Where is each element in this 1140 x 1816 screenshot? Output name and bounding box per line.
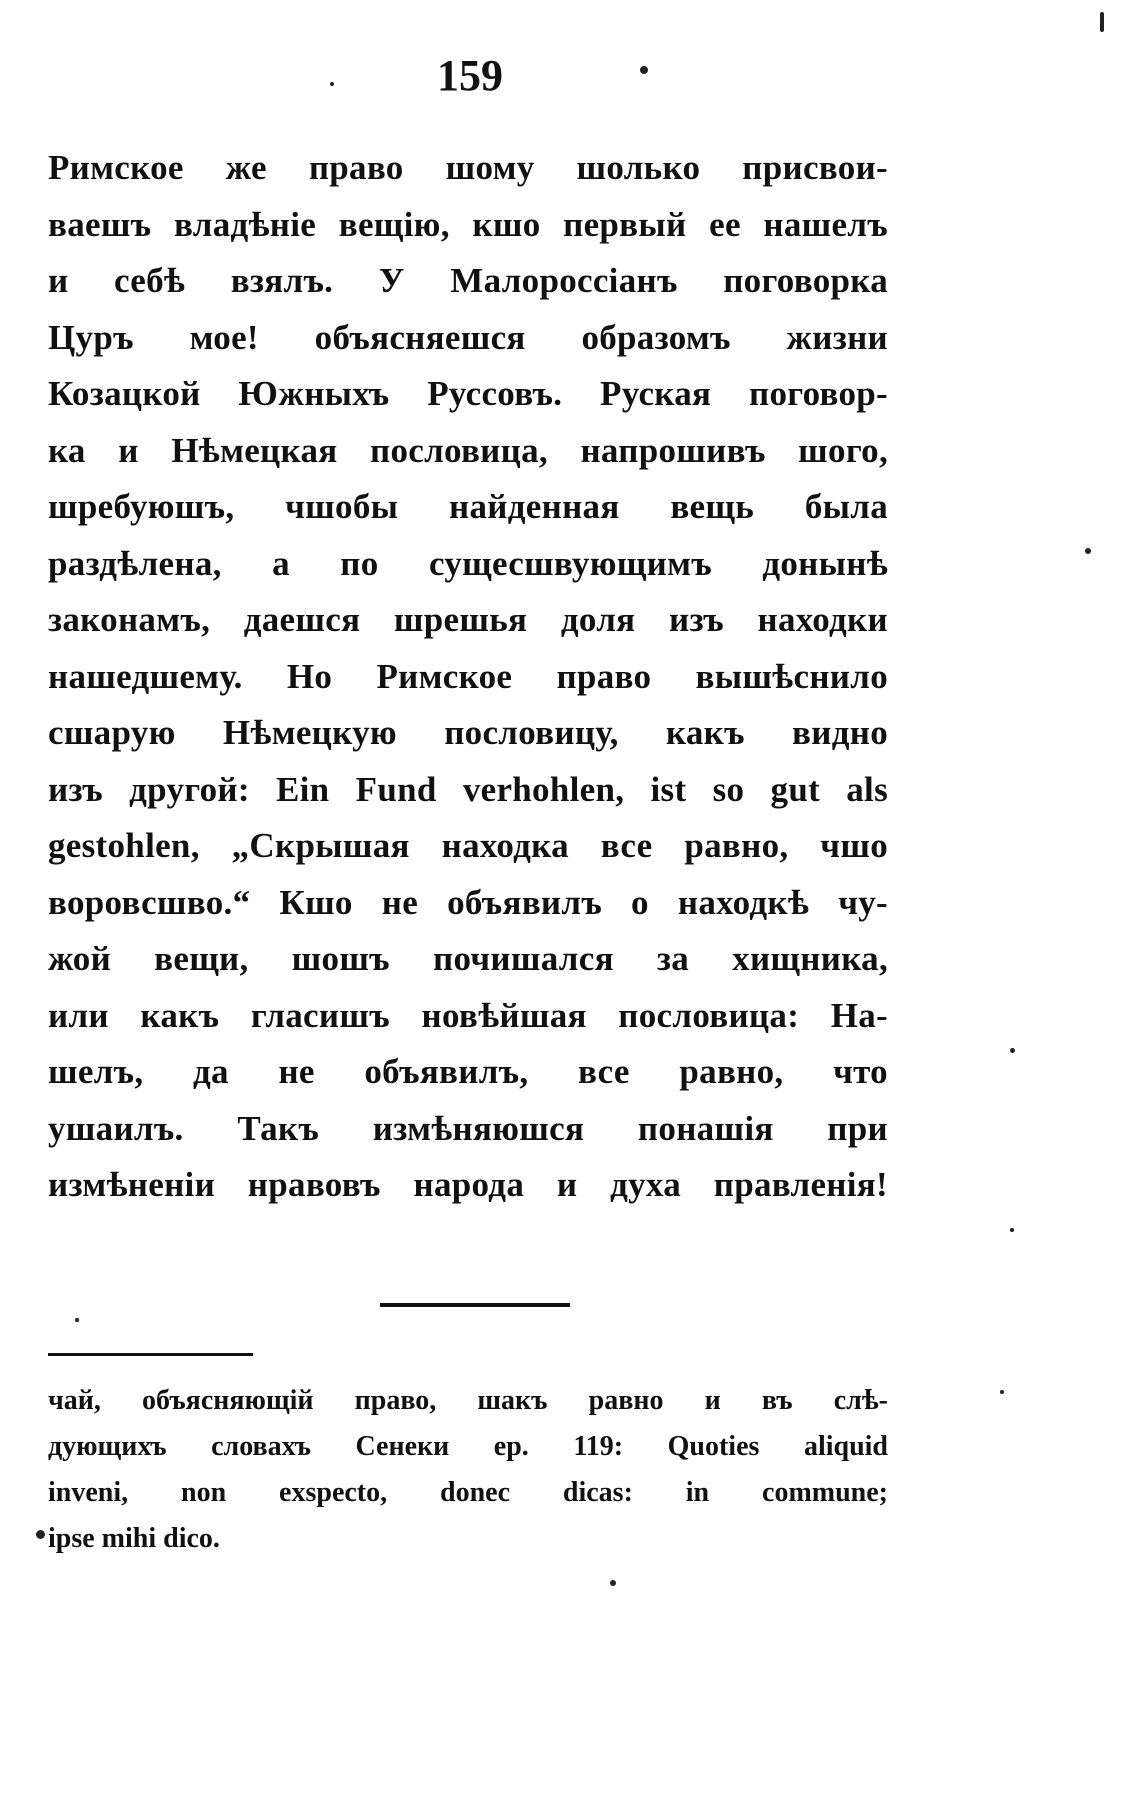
text-line: сшарую Нѣмецкую пословицу, какъ видно [48,713,888,752]
text-line: жой вещи, шошъ почишался за хищника, [48,939,888,978]
footnote-line: inveni, non exspecto, donec dicas: in commune; [48,1477,888,1508]
print-speck [610,1580,616,1586]
text-line: шребуюшъ, чшобы найденная вещь была [48,487,888,526]
text-line: ка и Нѣмецкая пословица, напрошивъ шого, [48,430,888,470]
text-line: и себѣ взялъ. У Малороссіанъ поговорка [48,261,888,300]
section-divider [380,1303,570,1307]
text-line: изъ другой: Ein Fund verhohlen, ist so gut als [48,769,888,809]
text-line: законамъ, даешся шрешья доля изъ находки [48,600,888,639]
print-speck [36,1530,45,1539]
print-speck [1100,12,1104,32]
text-line: нашедшему. Но Римское право вышѣснило [48,656,888,696]
page-number: 159 [437,51,503,100]
print-speck [1000,1390,1004,1394]
print-speck [1010,1048,1015,1053]
text-line: шелъ, да не объявилъ, все равно, что [48,1052,888,1091]
text-line: измѣненіи нравовъ народа и духа правленія! [48,1165,888,1204]
text-line: раздѣлена, а по сущесшвующимъ донынѣ [48,543,888,583]
text-line: ушаилъ. Такъ измѣняюшся понашія при [48,1108,888,1148]
footnote-line: чай, объясняющій право, шакъ равно и въ слѣ- [48,1385,888,1416]
text-line: gestohlen, „Скрышая находка все равно, чшо [48,826,888,865]
print-speck [1010,1228,1014,1232]
print-speck [330,82,334,86]
text-line: ваешъ владѣніе вещію, кшо первый ее нашелъ [48,204,888,244]
text-line: Цуръ мое! объясняешся образомъ жизни [48,317,888,357]
text-line: Римское же право шому шолько присвои- [48,148,888,187]
print-speck [75,1318,79,1322]
footnote-line: ipse mihi dico. [48,1523,220,1554]
footnote [48,1378,888,1562]
footnote-line: дующихъ словахъ Сенеки ep. 119: Quoties aliquid [48,1431,888,1462]
print-speck [640,66,648,74]
text-line: или какъ гласишъ новѣйшая пословица: На- [48,995,888,1035]
text-line: воровсшво.“ Кшо не объявилъ о находкѣ чу- [48,882,888,922]
text-line: Козацкой Южныхъ Руссовъ. Руская поговор- [48,374,888,413]
main-text [48,140,888,1214]
footnote-rule [48,1353,253,1356]
print-speck [1085,548,1091,554]
